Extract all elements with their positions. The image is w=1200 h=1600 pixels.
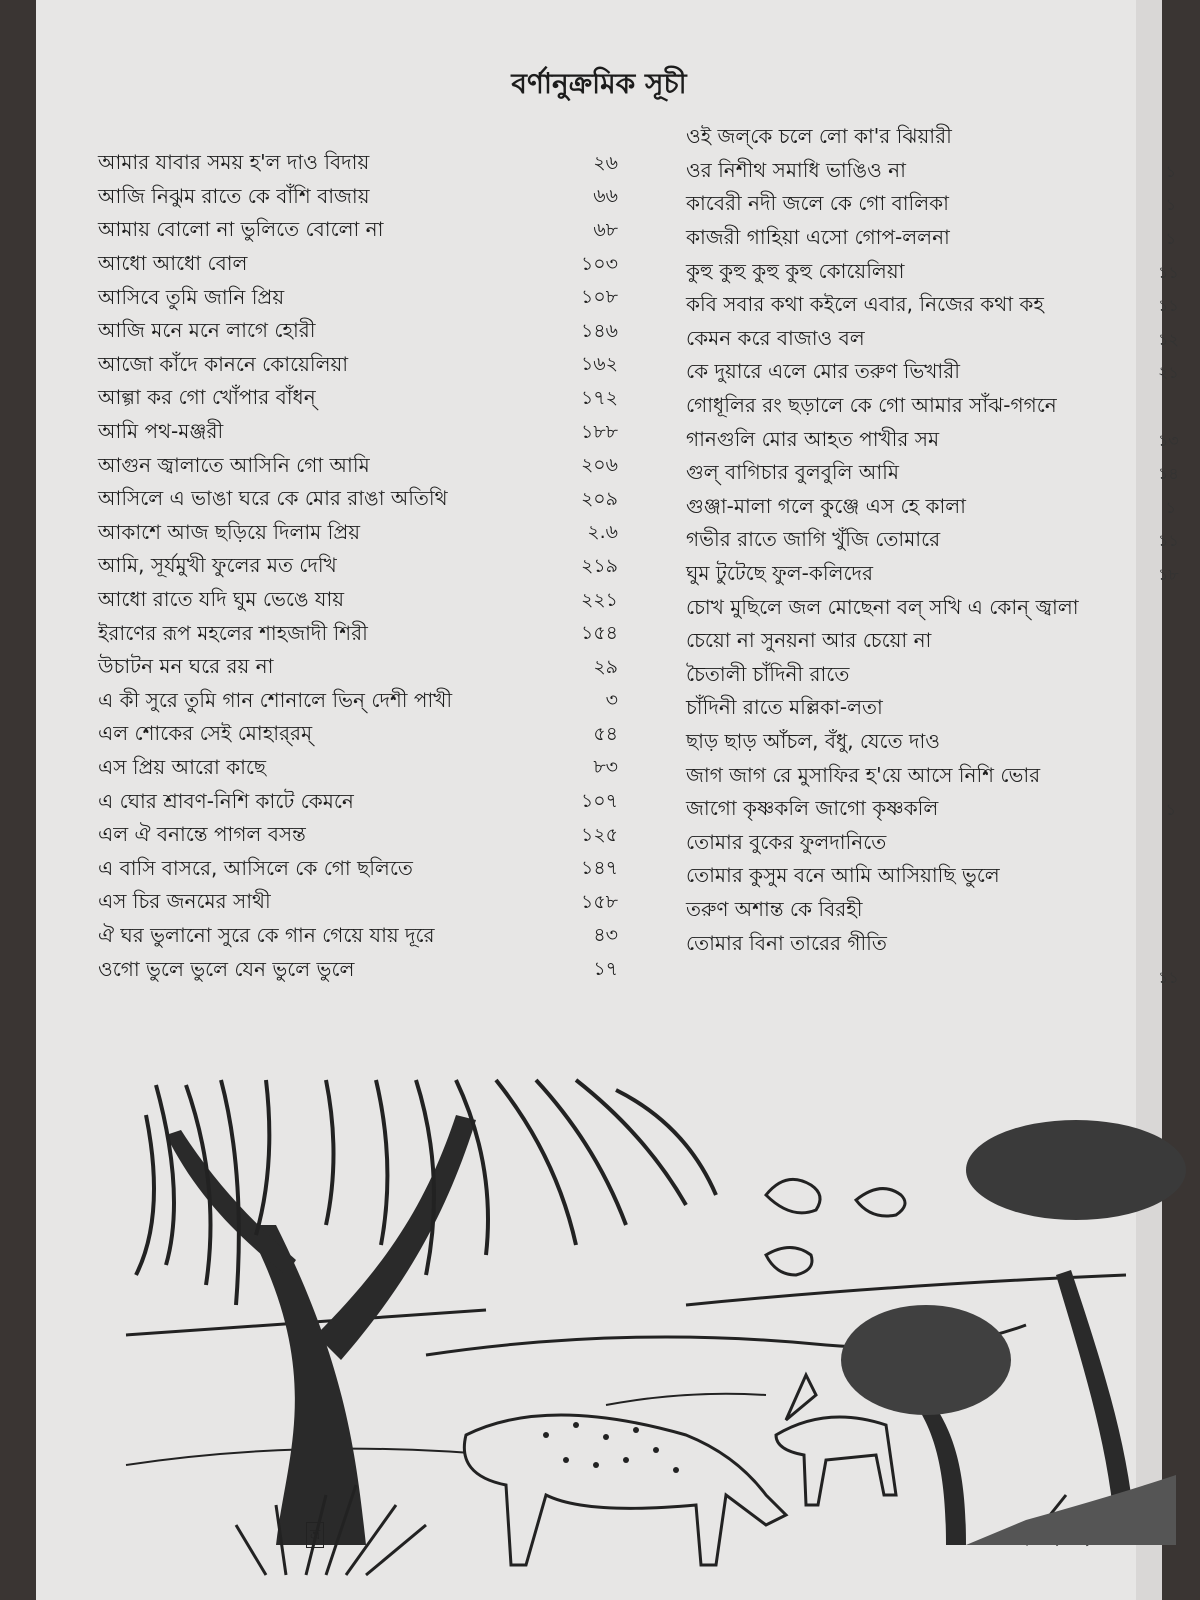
song-title: আকাশে আজ ছড়িয়ে দিলাম প্রিয় <box>98 519 361 544</box>
song-title: কুহু কুহু কুহু কুহু কোয়েলিয়া <box>686 258 905 283</box>
index-entry <box>686 324 1179 358</box>
index-entry <box>686 827 1176 861</box>
page-number: ১৭ <box>593 958 618 981</box>
index-entry <box>98 182 618 216</box>
song-title: কে দুয়ারে এলে মোর তরুণ ভিখারী <box>686 359 960 384</box>
corner-mark: ভ্র <box>306 1522 324 1548</box>
page-number: ৪৩ <box>593 924 618 947</box>
song-title: গভীর রাতে জাগি খুঁজি তোমারে <box>686 527 941 552</box>
index-entry <box>686 492 1176 526</box>
page-number: ২০৯ <box>580 487 618 510</box>
song-title: আমি, সূর্যমুখী ফুলের মত দেখি <box>98 553 337 578</box>
song-title: এস প্রিয় আরো কাছে <box>98 754 267 779</box>
index-entry <box>686 525 1179 559</box>
song-title: গোধূলির রং ছড়ালে কে গো আমার সাঁঝ-গগনে <box>686 393 1057 418</box>
index-entry <box>98 786 618 820</box>
index-entry <box>686 928 1176 962</box>
index-left-column <box>98 148 618 988</box>
index-entry <box>686 391 1176 425</box>
song-title: এল ঐ বনান্তে পাগল বসন্ত <box>98 822 306 847</box>
page-number: ৮৩ <box>593 756 618 779</box>
song-title: আল্গা কর গো খোঁপার বাঁধন্ <box>98 385 316 410</box>
deer-icon <box>464 1415 786 1565</box>
ground-shade <box>966 1475 1176 1545</box>
page-number: ১০৭ <box>580 790 618 813</box>
page-number: ১৮৮ <box>581 420 618 443</box>
index-entry <box>98 652 618 686</box>
song-title: কবি সবার কথা কইলে এবার, নিজের কথা কহ <box>686 292 1044 317</box>
index-entry <box>98 954 618 988</box>
index-entry <box>98 282 618 316</box>
page-number: ১ <box>1165 497 1176 517</box>
page-number: ২.৬ <box>587 521 618 544</box>
song-title: ছাড় ছাড় আঁচল, বঁধু, যেতে দাও <box>686 728 940 753</box>
page-number: ১ <box>1165 195 1176 215</box>
landscape-illustration <box>126 1075 1186 1595</box>
page-number: ১২ <box>1158 329 1179 349</box>
song-title: গুঞ্জা-মালা গলে কুঞ্জে এস হে কালা <box>686 493 966 518</box>
song-title: তোমার বুকের ফুলদানিতে <box>686 829 887 854</box>
page-number: ১৩ <box>1158 430 1179 450</box>
song-title: আজি মনে মনে লাগে হোরী <box>98 318 316 343</box>
page-number: ৫৪ <box>593 722 618 745</box>
index-entry <box>98 450 618 484</box>
song-title: এ ঘোর শ্রাবণ-নিশি কাটে কেমনে <box>98 788 354 813</box>
song-title: তোমার বিনা তারের গীতি <box>686 930 887 955</box>
index-entry <box>686 223 1176 257</box>
page-number: ১১ <box>1158 531 1179 551</box>
index-entry <box>686 458 1179 492</box>
song-title: উচাটন মন ঘরে রয় না <box>98 654 274 679</box>
bird-icon <box>766 1179 905 1275</box>
song-title: কাবেরী নদী জলে কে গো বালিকা <box>686 191 949 216</box>
index-entry <box>686 727 1176 761</box>
index-entry <box>686 861 1176 895</box>
page-title: বর্ণানুক্রমিক সূচী <box>511 67 687 100</box>
index-entry <box>98 618 618 652</box>
song-title: ঘুম টুটেছে ফুল-কলিদের <box>686 561 874 586</box>
index-entry <box>686 693 1176 727</box>
page-number: ৬৮ <box>593 218 618 241</box>
page-number: ১১ <box>1158 296 1179 316</box>
page-number: ২২১ <box>580 588 618 611</box>
index-entry <box>98 753 618 787</box>
page-number: ১৭২ <box>580 386 618 409</box>
index-entry <box>98 853 618 887</box>
index-entry <box>98 484 618 518</box>
index-entry <box>686 895 1176 929</box>
index-entry <box>686 794 1176 828</box>
song-title: আগুন জ্বালাতে আসিনি গো আমি <box>98 452 370 477</box>
page-number: ১০৩ <box>580 252 618 275</box>
song-title: জাগ জাগ রে মুসাফির হ'য়ে আসে নিশি ভোর <box>686 762 1041 787</box>
song-title: আধো আধো বোল <box>98 251 248 276</box>
page-number: ৬৬ <box>593 185 618 208</box>
song-title: আমার যাবার সময় হ'ল দাও বিদায় <box>98 150 370 175</box>
index-entry <box>98 350 618 384</box>
song-title: এস চির জনমের সাথী <box>98 889 271 914</box>
song-title: গানগুলি মোর আহত পাখীর সম <box>686 426 940 451</box>
page-number: ২১ <box>1158 363 1179 383</box>
index-entry <box>686 189 1176 223</box>
index-entry <box>98 518 618 552</box>
song-title: ওগো ভুলে ভুলে যেন ভুলে ভুলে <box>98 956 355 981</box>
page-number: ১২৫ <box>580 823 618 846</box>
index-entry <box>98 316 618 350</box>
page-number: ১৮ <box>1158 565 1179 585</box>
page-number: ৩ <box>605 689 618 712</box>
page-number: ১১ <box>1158 262 1179 282</box>
song-title: এল শোকের সেই মোহার্‌রম্ <box>98 721 313 746</box>
song-title: তরুণ অশান্ত কে বিরহী <box>686 896 863 921</box>
song-title: ঐ ঘর ভুলানো সুরে কে গান গেয়ে যায় দূরে <box>98 922 435 947</box>
page-number: ১১ <box>1158 968 1179 988</box>
index-entry <box>686 122 1176 156</box>
page-number: ১৫৪ <box>581 622 618 645</box>
song-title: আজো কাঁদে কাননে কোয়েলিয়া <box>98 351 349 376</box>
page-number: ১ <box>1165 161 1176 181</box>
index-entry <box>98 887 618 921</box>
index-entry <box>686 424 1179 458</box>
page-number: ২৯ <box>593 655 618 678</box>
index-entry <box>686 156 1176 190</box>
song-title: ওই জল্‌কে চলে লো কা'র ঝিয়ারী <box>686 124 952 149</box>
index-entry <box>98 249 618 283</box>
index-entry <box>98 215 618 249</box>
index-right-column <box>686 122 1179 995</box>
page-number: ১৫৮ <box>581 890 618 913</box>
song-title: আসিলে এ ভাঙা ঘরে কে মোর রাঙা অতিথি <box>98 486 448 511</box>
song-title: তোমার কুসুম বনে আমি আসিয়াছি ভুলে <box>686 863 1000 888</box>
index-entry <box>686 256 1179 290</box>
page-number: ১ <box>1165 800 1176 820</box>
index-entry <box>98 921 618 955</box>
song-title: গুল্ বাগিচার বুলবুলি আমি <box>686 460 900 485</box>
song-title: আমি পথ-মঞ্জরী <box>98 419 224 444</box>
index-entry <box>98 383 618 417</box>
song-title: ইরাণের রূপ মহলের শাহজাদী শিরী <box>98 620 368 645</box>
index-entry <box>686 760 1176 794</box>
index-entry <box>98 551 618 585</box>
index-entry <box>686 290 1179 324</box>
song-title: আজি নিঝুম রাতে কে বাঁশি বাজায় <box>98 183 370 208</box>
book-page <box>36 0 1179 1600</box>
song-title: চোখ মুছিলে জল মোছেনা বল্ সখি এ কোন্ জ্বালা <box>686 594 1079 619</box>
index-entry <box>686 660 1176 694</box>
index-entry <box>686 626 1176 660</box>
index-entry <box>98 719 618 753</box>
index-entry <box>686 559 1179 593</box>
page-number: ২১৯ <box>580 554 618 577</box>
index-entry <box>686 357 1179 391</box>
page-number: ১০৮ <box>580 286 618 309</box>
song-title: এ কী সুরে তুমি গান শোনালে ভিন্ দেশী পাখী <box>98 687 453 712</box>
index-entry <box>686 962 1179 996</box>
page-number: ১ <box>1165 229 1176 249</box>
song-title: জাগো কৃষ্ণকলি জাগো কৃষ্ণকলি <box>686 796 939 821</box>
index-entry <box>98 686 618 720</box>
song-title: চৈতালী চাঁদিনী রাতে <box>686 661 850 686</box>
index-entry <box>98 148 618 182</box>
index-entry <box>98 417 618 451</box>
index-entry <box>98 585 618 619</box>
song-title: আসিবে তুমি জানি প্রিয় <box>98 284 285 309</box>
page-number: ২৬ <box>593 151 618 174</box>
index-entry <box>98 820 618 854</box>
page-number: ২০৬ <box>580 454 618 477</box>
song-title: আধো রাতে যদি ঘুম ভেঙে যায় <box>98 587 345 612</box>
song-title: চাঁদিনী রাতে মল্লিকা-লতা <box>686 695 883 720</box>
song-title: ওর নিশীথ সমাধি ভাঙিও না <box>686 157 906 182</box>
index-entry <box>686 592 1176 626</box>
page-number: ১৬২ <box>580 353 618 376</box>
song-title: চেয়ো না সুনয়না আর চেয়ো না <box>686 628 932 653</box>
song-title: আমায় বোলো না ভুলিতে বোলো না <box>98 217 384 242</box>
page-number: ১৪ <box>1158 464 1179 484</box>
page-number: ১৪৭ <box>580 857 618 880</box>
song-title: কাজরী গাহিয়া এসো গোপ-ললনা <box>686 225 950 250</box>
page-number: ১৪৬ <box>580 319 618 342</box>
song-title: কেমন করে বাজাও বল <box>686 325 865 350</box>
song-title: এ বাসি বাসরে, আসিলে কে গো ছলিতে <box>98 855 413 880</box>
